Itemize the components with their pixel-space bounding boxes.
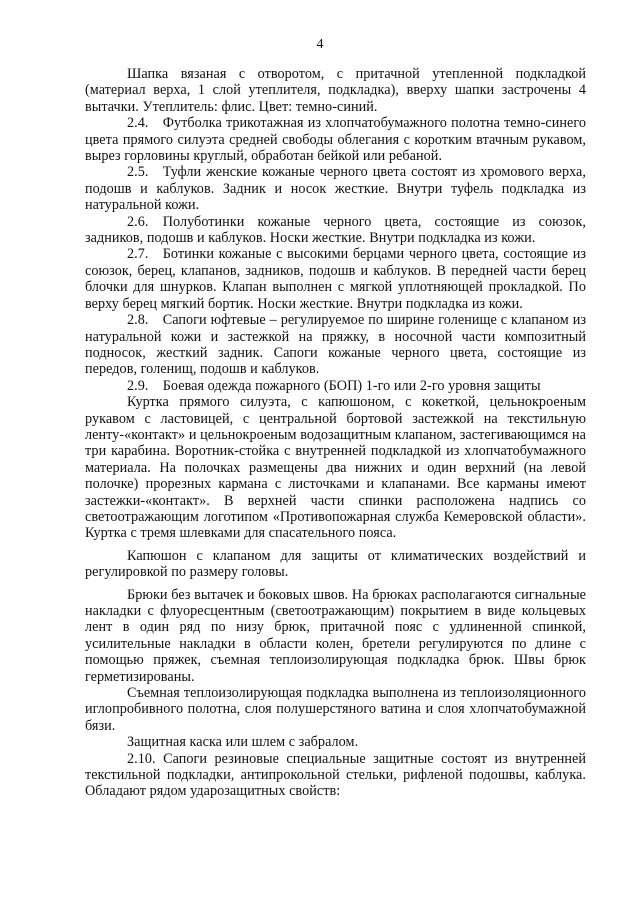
- paragraph-2-8-high-boots: 2.8. Сапоги юфтевые – регулируемое по ширине голенище с клапаном из натуральной кожи и застежкой на пряжку, в носочной части композитный подносок, жесткий задник. Сапоги кожаные черного цвета, состоящие из передов, голенищ, подошв и каблуков.: [85, 312, 586, 378]
- paragraph-2-5-shoes: 2.5. Туфли женские кожаные черного цвета состоят из хромового верха, подошв и каблуков. Задник и носок жесткие. Внутри туфель подкладка из натуральной кожи.: [85, 164, 586, 214]
- paragraph-helmet: Защитная каска или шлем с забралом.: [127, 734, 359, 751]
- paragraph-hat: Шапка вязаная с отворотом, с притачной утепленной подкладкой (материал верха, 1 слой утеплителя, подкладка), вверху шапки застрочены 4 вытачки. Утеплитель: флис. Цвет: темно-синий.: [85, 66, 586, 115]
- paragraph-trousers: Брюки без вытачек и боковых швов. На брюках располагаются сигнальные накладки с флуоресцентным (светоотражающим) покрытием в виде кольцевых лент в один ряд по низу брюк, притачной пояс с удлиненной спинкой, усилительные накладки в области колен, бретели регулируются по длине с помощью пряжек, съемная теплоизолирующая подкладка брюк. Швы брюк герметизированы.: [85, 586, 586, 685]
- page-number: 4: [316, 37, 324, 52]
- paragraph-jacket: Куртка прямого силуэта, с капюшоном, с кокеткой, цельнокроеным рукавом с ластовицей, с центральной бортовой застежкой на текстильную ленту-«контакт» и цельнокроеным водозащитным клапаном, застегивающимся на три карабина. Воротник-стойка с внутренней подкладкой из хлопчатобумажного материала. На полочках размещены два нижних и один верхний (на левой полочке) прорезных кармана с листочками и клапанами. Все карманы имеют застежки-«контакт». В верхней части спинки расположена надпись со светоотражающим логотипом «Противопожарная служба Кемеровской области». Куртка с тремя шлевками для спасательного пояса.: [85, 394, 586, 542]
- paragraph-2-7-boots: 2.7. Ботинки кожаные с высокими берцами черного цвета, состоящие из союзок, берец, клапанов, задников, подошв и каблуков. В передней части берец блочки для шнурков. Клапан выполнен с мягкой уплотняющей прокладкой. По верху берец мягкий бортик. Носки жесткие. Внутри подкладка из кожи.: [85, 246, 586, 312]
- paragraph-2-4-tshirt: 2.4. Футболка трикотажная из хлопчатобумажного полотна темно-синего цвета прямого силуэта средней свободы облегания с коротким втачным рукавом, вырез горловины круглый, обработан бейкой или ребаной.: [85, 115, 586, 165]
- paragraph-2-10-rubber-boots: 2.10. Сапоги резиновые специальные защитные состоят из внутренней текстильной подкладки, антипрокольной стельки, рифленой подошвы, каблука. Обладают рядом ударозащитных свойств:: [85, 750, 586, 800]
- document-body: [85, 66, 586, 800]
- paragraph-2-6-low-boots: 2.6. Полуботинки кожаные черного цвета, состоящие из союзок, задников, подошв и каблуков. Носки жесткие. Внутри подкладка из кожи.: [85, 213, 586, 247]
- paragraph-lining: Съемная теплоизолирующая подкладка выполнена из теплоизоляционного иглопробивного полотна, слоя полушерстяного ватина и слоя хлопчатобумажной бязи.: [85, 685, 586, 734]
- paragraph-hood: Капюшон с клапаном для защиты от климатических воздействий и регулировкой по размеру головы.: [85, 547, 586, 581]
- paragraph-2-9-firefighter-gear: 2.9. Боевая одежда пожарного (БОП) 1-го или 2-го уровня защиты: [127, 377, 541, 394]
